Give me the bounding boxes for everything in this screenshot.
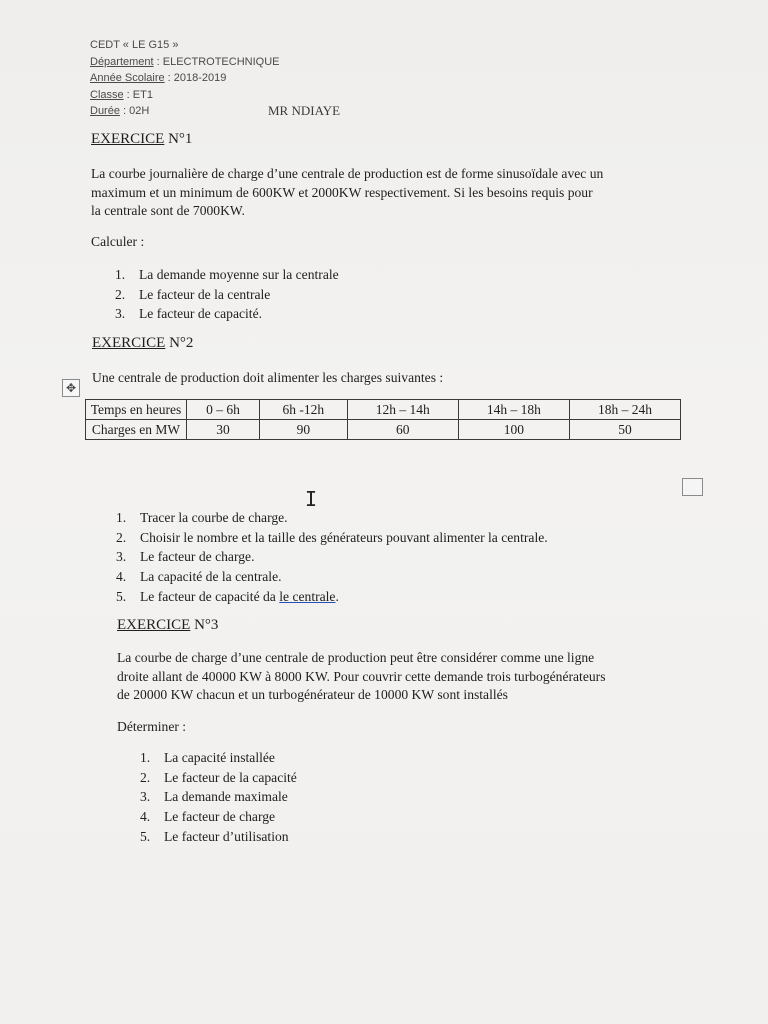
school-name: CEDT « LE G15 »	[90, 39, 179, 51]
duration-line: Durée : 02H	[90, 105, 150, 117]
department-line: Département : ELECTROTECHNIQUE	[90, 55, 280, 68]
charges-table	[85, 399, 681, 440]
list-item: 5. Le facteur de capacité da le centrale.	[116, 588, 339, 604]
table-cell[interactable]: 100	[458, 420, 569, 440]
exercise-3-title: EXERCICE N°3	[117, 617, 219, 633]
list-item: 2. Le facteur de la capacité	[140, 769, 297, 785]
list-item: 1. La capacité installée	[140, 750, 275, 765]
list-item: 2. Choisir le nombre et la taille des générateurs pouvant alimenter la centrale.	[116, 529, 548, 545]
list-item: 1. La demande moyenne sur la centrale	[115, 267, 339, 282]
list-item: 5. Le facteur d’utilisation	[140, 828, 289, 844]
text-cursor-icon: I	[305, 487, 318, 511]
table-cell[interactable]: 0 – 6h	[187, 400, 260, 420]
teacher-name: MR NDIAYE	[268, 103, 341, 118]
table-cell[interactable]: 60	[347, 420, 458, 440]
table-cell[interactable]: 14h – 18h	[458, 400, 569, 420]
table-cell[interactable]: Temps en heures	[86, 400, 187, 420]
list-item: 3. Le facteur de capacité.	[115, 306, 263, 322]
exercise-2-questions	[116, 508, 548, 607]
list-item: 4. Le facteur de charge	[140, 809, 276, 825]
exercise-1-title: EXERCICE N°1	[91, 131, 193, 147]
exercise-1-statement: La courbe journalière de charge d’une centrale de production est de forme sinusoïdale avec un maximum et un minimum de 600KW et 2000KW respectivement. Si les besoins requis pour la centrale sont de 7000KW.	[91, 166, 604, 218]
table-cell[interactable]: 30	[187, 420, 260, 440]
calculer-label: Calculer :	[91, 234, 145, 249]
table-row	[86, 400, 681, 420]
table-cell[interactable]: 90	[259, 420, 347, 440]
list-item: 2. Le facteur de la centrale	[115, 286, 271, 302]
table-cell[interactable]: 12h – 14h	[347, 400, 458, 420]
exercise-3-questions	[140, 748, 297, 847]
list-item: 3. Le facteur de charge.	[116, 549, 255, 565]
exercise-2-intro: Une centrale de production doit alimenter les charges suivantes :	[92, 370, 444, 385]
list-item: 3. La demande maximale	[140, 789, 288, 805]
table-move-handle-icon[interactable]: ✥	[62, 379, 80, 397]
exercise-2-title: EXERCICE N°2	[92, 335, 194, 351]
table-row	[86, 420, 681, 440]
table-cell[interactable]: 18h – 24h	[569, 400, 680, 420]
list-item: 1. Tracer la courbe de charge.	[116, 510, 288, 525]
table-resize-handle[interactable]	[682, 478, 703, 496]
year-line: Année Scolaire : 2018-2019	[90, 72, 227, 84]
document-header	[90, 37, 280, 120]
exercise-1-questions	[115, 265, 339, 324]
list-item: 4. La capacité de la centrale.	[116, 569, 282, 585]
table-cell[interactable]: 50	[569, 420, 680, 440]
determiner-label: Déterminer :	[117, 719, 187, 734]
exercise-3-statement: La courbe de charge d’une centrale de production peut être considérer comme une ligne droite allant de 40000 KW à 8000 KW. Pour couvrir cette demande trois turbogénérateurs de 20000 KW chacun et un turbogénérateur de 10000 KW sont installés	[117, 650, 606, 702]
table-cell[interactable]: Charges en MW	[86, 420, 187, 440]
table-cell[interactable]: 6h -12h	[259, 400, 347, 420]
class-line: Classe : ET1	[90, 88, 153, 101]
